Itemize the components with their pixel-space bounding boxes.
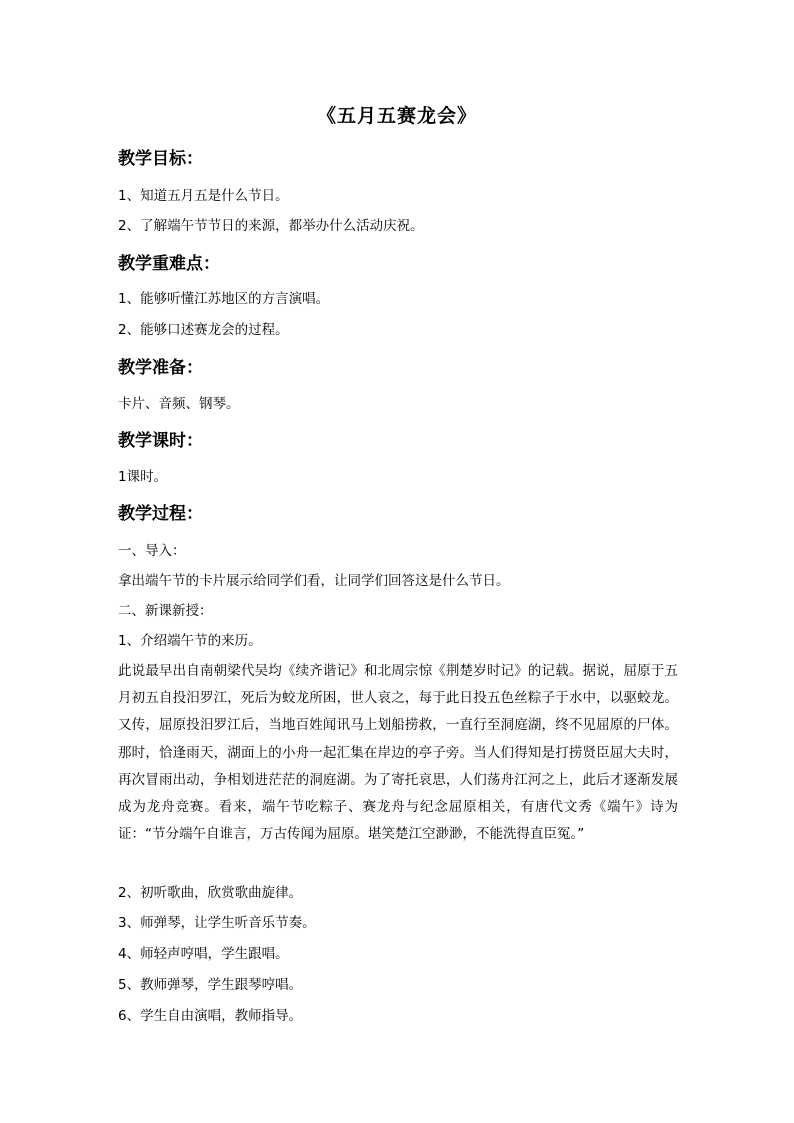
process-step-3: 3、师弹琴，让学生听音乐节奏。 xyxy=(118,915,316,931)
goal-item-1: 1、知道五月五是什么节日。 xyxy=(118,188,289,204)
process-step-1: 1、介绍端午节的来历。 xyxy=(118,633,262,649)
process-step-6: 6、学生自由演唱，教师指导。 xyxy=(118,1008,303,1024)
process-step-4: 4、师轻声哼唱，学生跟唱。 xyxy=(118,946,289,962)
preparation-text: 卡片、音频、钢琴。 xyxy=(118,396,240,412)
keypoint-item-2: 2、能够口述赛龙会的过程。 xyxy=(118,322,289,338)
keypoint-item-1: 1、能够听懂江苏地区的方言演唱。 xyxy=(118,291,330,307)
intro-label: 一、导入： xyxy=(118,543,186,559)
class-hours-text: 1课时。 xyxy=(118,469,168,485)
goal-item-2: 2、了解端午节节日的来源，都举办什么活动庆祝。 xyxy=(118,218,424,234)
heading-teaching-goals: 教学目标： xyxy=(118,149,203,169)
heading-class-hours: 教学课时： xyxy=(118,431,203,451)
heading-preparation: 教学准备： xyxy=(118,358,203,378)
dragon-boat-origin-paragraph: 此说最早出自南朝梁代吴均《续齐谐记》和北周宗惊《荆楚岁时记》的记载。据说，屈原于五月初五自投汨罗江，死后为蛟龙所困，世人哀之，每于此日投五色丝粽子于水中，以驱蛟龙。又传，屈原投汨罗江后，当地百姓闻讯马上划船捞救，一直行至洞庭湖，终不见屈原的尸体。那时，恰逢雨天，湖面上的小舟一起汇集在岸边的亭子旁。当人们得知是打捞贤臣屈大夫时，再次冒雨出动，争相划进茫茫的洞庭湖。为了寄托哀思，人们荡舟江河之上，此后才逐渐发展成为龙舟竞赛。看来，端午节吃粽子、赛龙舟与纪念屈原相关，有唐代文秀《端午》诗为证：“节分端午自谁言，万古传闻为屈原。堪笑楚江空渺渺，不能洗得直臣冤。” xyxy=(118,663,678,843)
heading-teaching-process: 教学过程： xyxy=(118,504,203,524)
intro-text: 拿出端午节的卡片展示给同学们看，让同学们回答这是什么节日。 xyxy=(118,573,510,589)
document-title: 《五月五赛龙会》 xyxy=(316,105,477,127)
process-step-5: 5、教师弹琴，学生跟琴哼唱。 xyxy=(118,977,303,993)
process-step-2: 2、初听歌曲，欣赏歌曲旋律。 xyxy=(118,885,303,901)
heading-key-points: 教学重难点： xyxy=(118,254,220,274)
new-lesson-label: 二、新课新授： xyxy=(118,603,213,619)
